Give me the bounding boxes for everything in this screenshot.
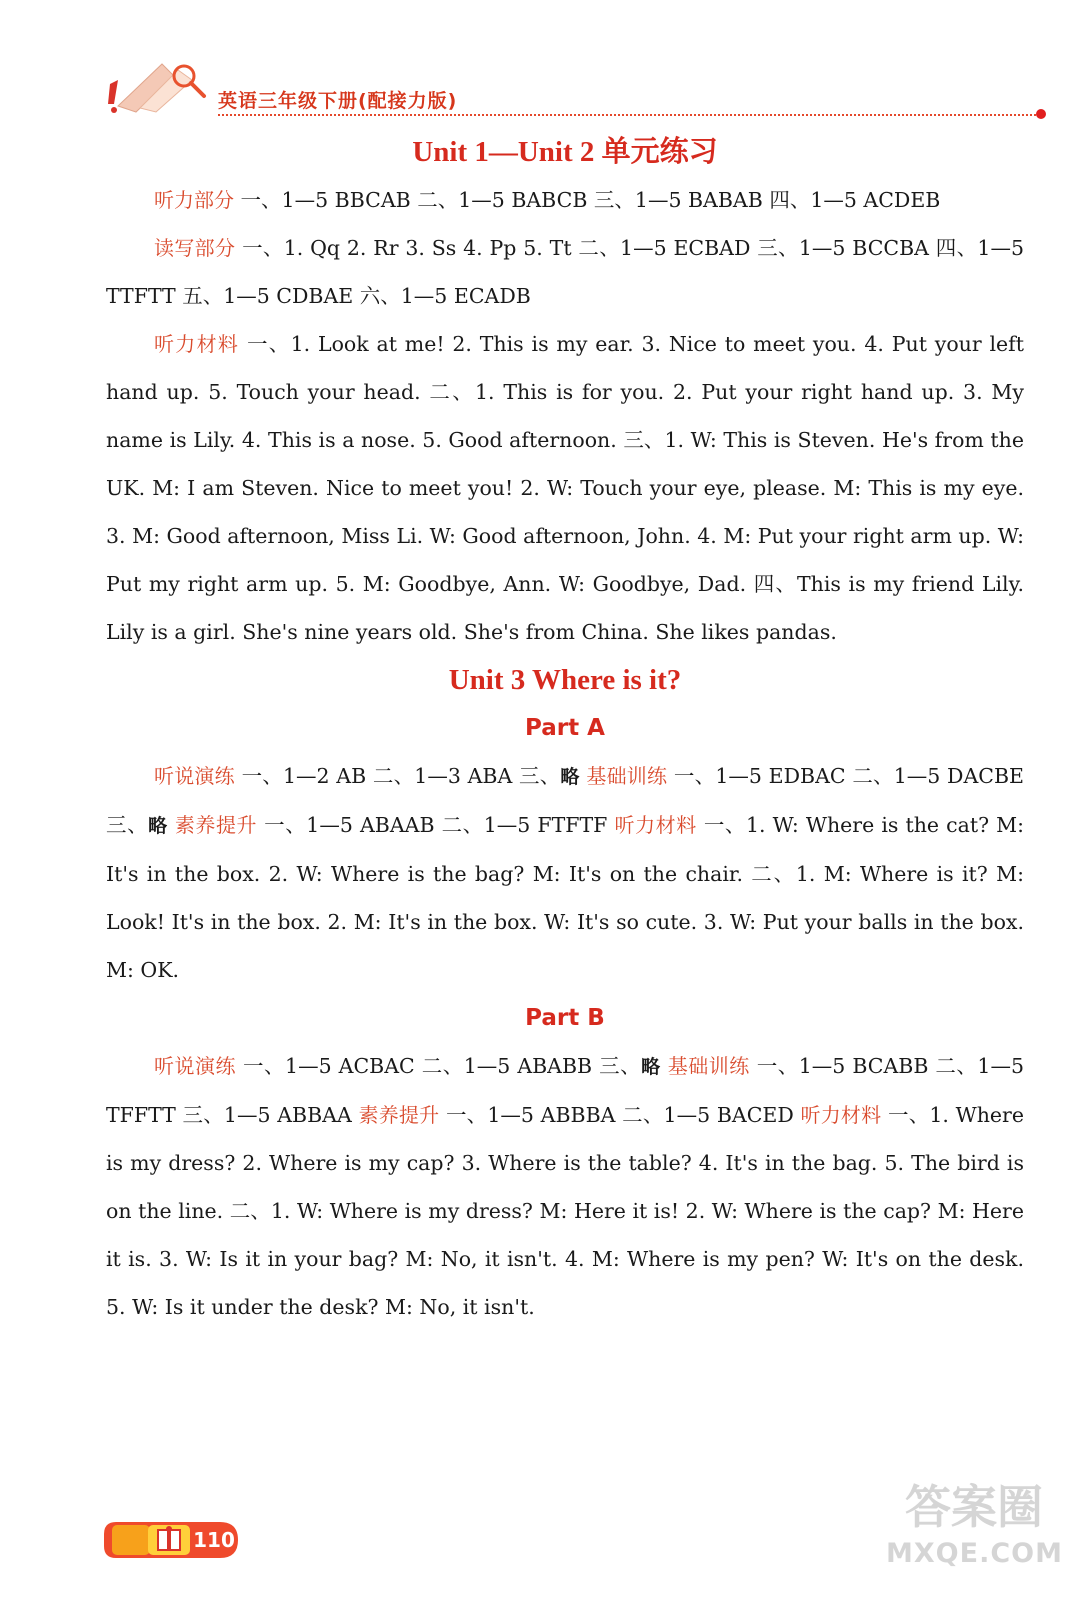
header-dotted-rule <box>218 114 1040 116</box>
label-listening-material: 听力材料 <box>800 1103 882 1127</box>
book-title: 英语三年级下册(配接力版) <box>218 90 458 112</box>
answers-listening: 一、1—5 BBCAB 二、1—5 BABCB 三、1—5 BABAB 四、1—5 ACDEB <box>240 188 941 212</box>
page-header <box>100 50 1050 120</box>
answers-reading-writing: 一、1. Qq 2. Rr 3. Ss 4. Pp 5. Tt 二、1—5 ECBAD 三、1—5 BCCBA 四、1—5 TTFTT 五、1—5 CDBAE 六、1—5 ECADB <box>106 236 1024 308</box>
text-listening-material: 一、1. W: Where is the cat? M: It's in the box. 2. W: Where is the bag? M: It's on the chair. 二、1. M: Where is it? M: Look! It's in the box. 2. M: It's in the box. W: It's so cute. 3. W: Put your balls in the box. M: OK. <box>106 813 1025 982</box>
text-listening-material: 一、1. Where is my dress? 2. Where is my cap? 3. Where is the table? 4. It's in the bag. 5. The bird is on the line. 二、1. W: Where is my dress? M: Here it is! 2. W: Where is the cap? M: Here it is. 3. W: Is it in your bag? M: No, it isn't. 4. M: Where is my pen? W: It's on the desk. 5. W: Is it under the desk? M: No, it isn't. <box>106 1103 1024 1319</box>
label-literacy-improvement: 素养提升 <box>358 1103 440 1127</box>
answers-basic-training: 一、1—5 EDBAC 二、1—5 DACBE 三、 <box>106 764 1024 837</box>
label-basic-training: 基础训练 <box>586 764 668 788</box>
text-listening-material: 一、1. Look at me! 2. This is my ear. 3. Nice to meet you. 4. Put your left hand up. 5. Touch your head. 二、1. This is for you. 2. Put your right hand up. 3. My name is Lily. 4. This is a nose. 5. Good afternoon. 三、1. W: This is Steven. He's from the UK. M: I am Steven. Nice to meet you! 2. W: Touch your eye, please. M: This is my eye. 3. M: Good afternoon, Miss Li. W: Good afternoon, John. 4. M: Put your right arm up. W: Put my right arm up. 5. M: Goodbye, Ann. W: Goodbye, Dad. 四、This is my friend Lily. Lily is a girl. She's nine years old. She's from China. She likes pandas. <box>106 332 1024 644</box>
omitted-mark: 略 <box>560 766 580 788</box>
part-b-paragraph <box>106 1042 1024 1331</box>
label-listening-material: 听力材料 <box>614 813 697 837</box>
answers-literacy-improvement: 一、1—5 ABAAB 二、1—5 FTFTF <box>264 813 608 837</box>
answers-speaking-practice: 一、1—5 ACBAC 二、1—5 ABABB 三、 <box>243 1054 642 1078</box>
page-number: 110 <box>193 1528 235 1552</box>
answer-paragraph-listening-material <box>106 320 1024 656</box>
answer-content <box>106 128 1024 1331</box>
label-listening: 听力部分 <box>154 188 234 212</box>
answers-basic-training: 一、1—5 BCABB 二、1—5 TFFTT 三、1—5 ABBAA <box>106 1054 1025 1127</box>
watermark-site-text: MXQE.COM <box>886 1538 1063 1569</box>
label-reading-writing: 读写部分 <box>154 236 236 260</box>
label-literacy-improvement: 素养提升 <box>174 813 258 837</box>
section-title-unit1-2: Unit 1—Unit 2 单元练习 <box>412 136 718 168</box>
omitted-mark: 略 <box>641 1056 661 1078</box>
part-a-title: Part A <box>525 715 605 741</box>
part-a-paragraph <box>106 752 1024 994</box>
answer-paragraph-reading-writing <box>106 224 1024 320</box>
omitted-mark: 略 <box>148 815 168 837</box>
answers-literacy-improvement: 一、1—5 ABBBA 二、1—5 BACED <box>445 1103 794 1127</box>
magnifier-logo-icon <box>100 50 220 116</box>
label-speaking-practice: 听说演练 <box>154 1054 237 1078</box>
label-listening-material: 听力材料 <box>154 332 240 356</box>
watermark-main-text: 答案圈 <box>905 1480 1043 1534</box>
part-b-title: Part B <box>525 1005 605 1031</box>
answer-paragraph-listening <box>106 176 1024 224</box>
section-title-unit3: Unit 3 Where is it? <box>448 664 682 696</box>
header-end-dot <box>1036 109 1046 119</box>
answers-speaking-practice: 一、1—2 AB 二、1—3 ABA 三、 <box>241 764 561 788</box>
label-basic-training: 基础训练 <box>667 1054 750 1078</box>
site-watermark <box>886 1475 1062 1580</box>
label-speaking-practice: 听说演练 <box>154 764 235 788</box>
